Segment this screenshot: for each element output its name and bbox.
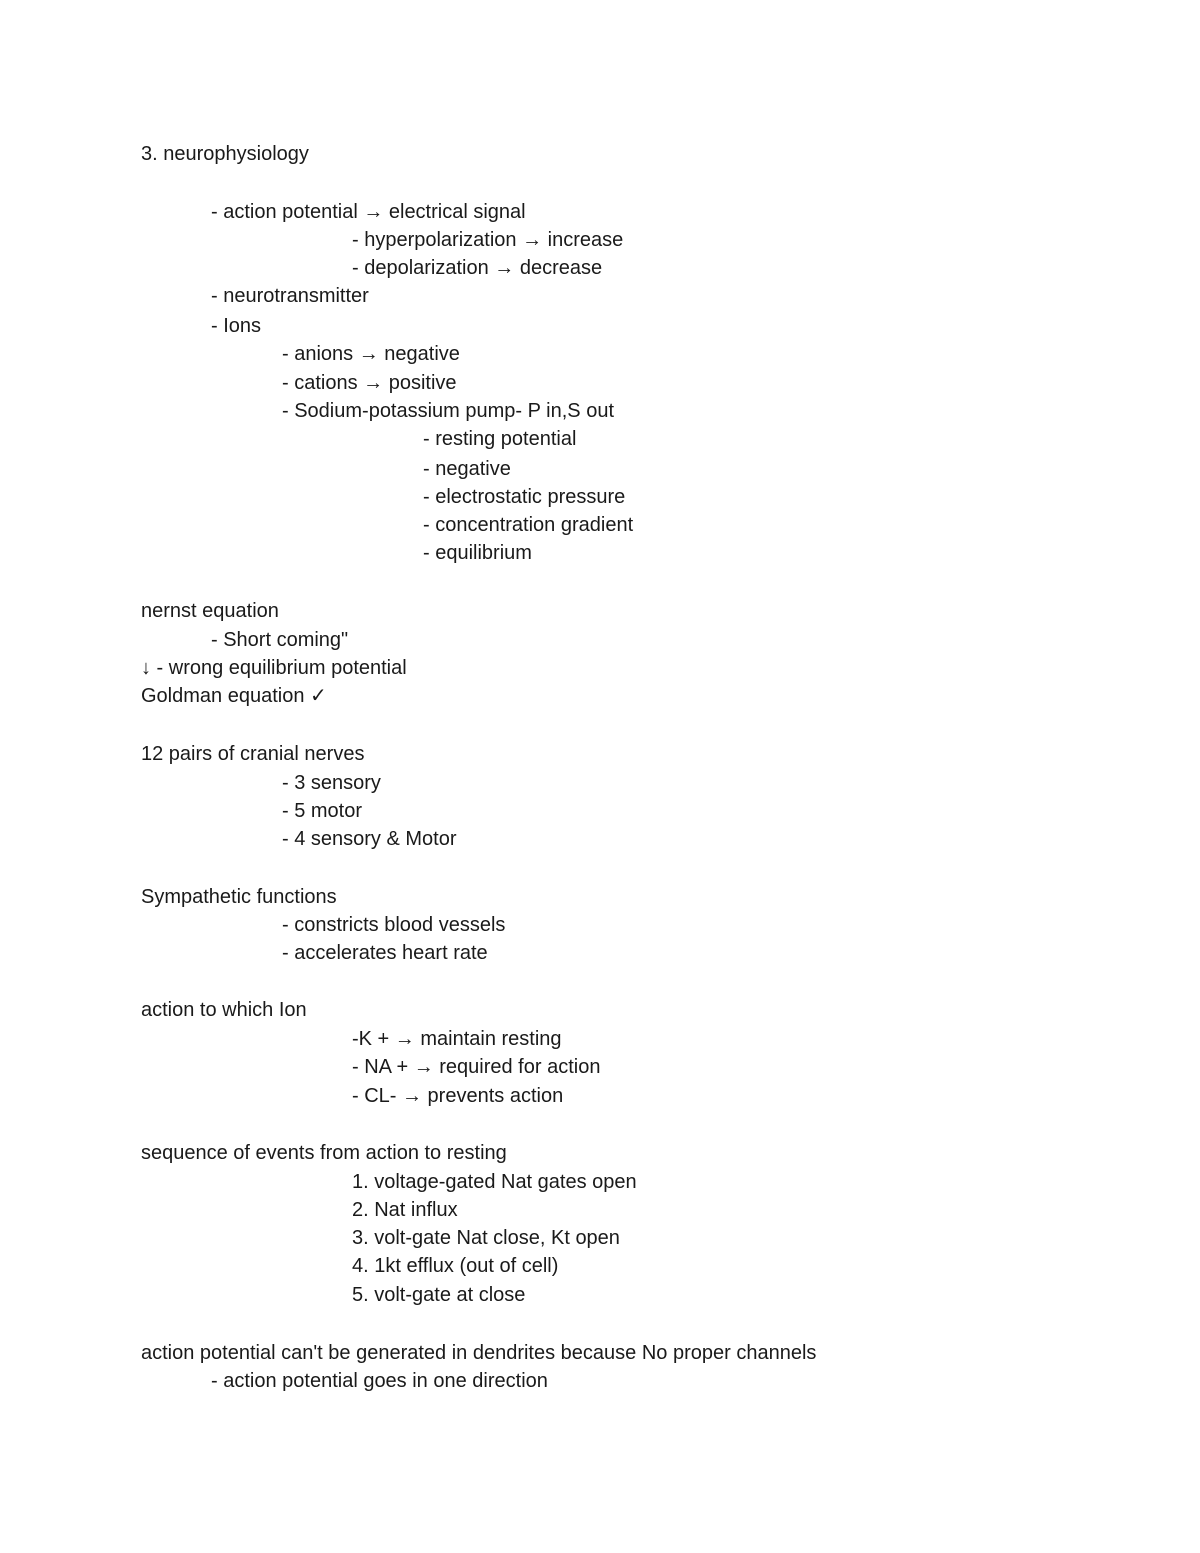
hyperpolarization-line: - hyperpolarization → increase [352, 229, 624, 251]
pump-item: - electrostatic pressure [423, 486, 626, 508]
doc-title: 3. neurophysiology [141, 143, 309, 165]
sequence-heading: sequence of events from action to resting [141, 1142, 507, 1164]
direction-line: - action potential goes in one direction [211, 1370, 548, 1392]
ion-action-item: -K + → maintain resting [352, 1028, 562, 1050]
short-coming-line: - Short coming" [211, 629, 349, 651]
depolarization-line: - depolarization → decrease [352, 257, 603, 279]
action-potential-line: - action potential → electrical signal [211, 201, 526, 223]
ion-action-item: - CL- → prevents action [352, 1085, 564, 1107]
sympathetic-heading: Sympathetic functions [141, 886, 337, 908]
wrong-equilibrium-line: ↓ - wrong equilibrium potential [141, 657, 407, 679]
nernst-heading: nernst equation [141, 600, 279, 622]
cations-line: - cations → positive [282, 372, 457, 394]
cranial-item: - 3 sensory [282, 772, 381, 794]
ion-action-item: - NA + → required for action [352, 1056, 601, 1078]
sympathetic-item: - constricts blood vessels [282, 914, 506, 936]
ions-line: - Ions [211, 315, 262, 337]
pump-item: - concentration gradient [423, 514, 634, 536]
dendrites-line: action potential can't be generated in dendrites because No proper channels [141, 1342, 817, 1364]
sympathetic-item: - accelerates heart rate [282, 942, 488, 964]
sequence-item: 4. 1kt efflux (out of cell) [352, 1255, 559, 1277]
cranial-heading: 12 pairs of cranial nerves [141, 743, 365, 765]
sequence-item: 1. voltage-gated Nat gates open [352, 1171, 637, 1193]
sequence-item: 5. volt-gate at close [352, 1284, 526, 1306]
cranial-item: - 4 sensory & Motor [282, 828, 457, 850]
pump-item: - negative [423, 458, 511, 480]
sequence-item: 2. Nat influx [352, 1199, 458, 1221]
pump-item: - resting potential [423, 428, 577, 450]
cranial-item: - 5 motor [282, 800, 363, 822]
pump-item: - equilibrium [423, 542, 532, 564]
pump-line: - Sodium-potassium pump- P in,S out [282, 400, 615, 422]
sequence-item: 3. volt-gate Nat close, Kt open [352, 1227, 620, 1249]
neurotransmitter-line: - neurotransmitter [211, 285, 369, 307]
goldman-line: Goldman equation ✓ [141, 685, 327, 707]
ion-action-heading: action to which Ion [141, 999, 307, 1021]
anions-line: - anions → negative [282, 343, 460, 365]
